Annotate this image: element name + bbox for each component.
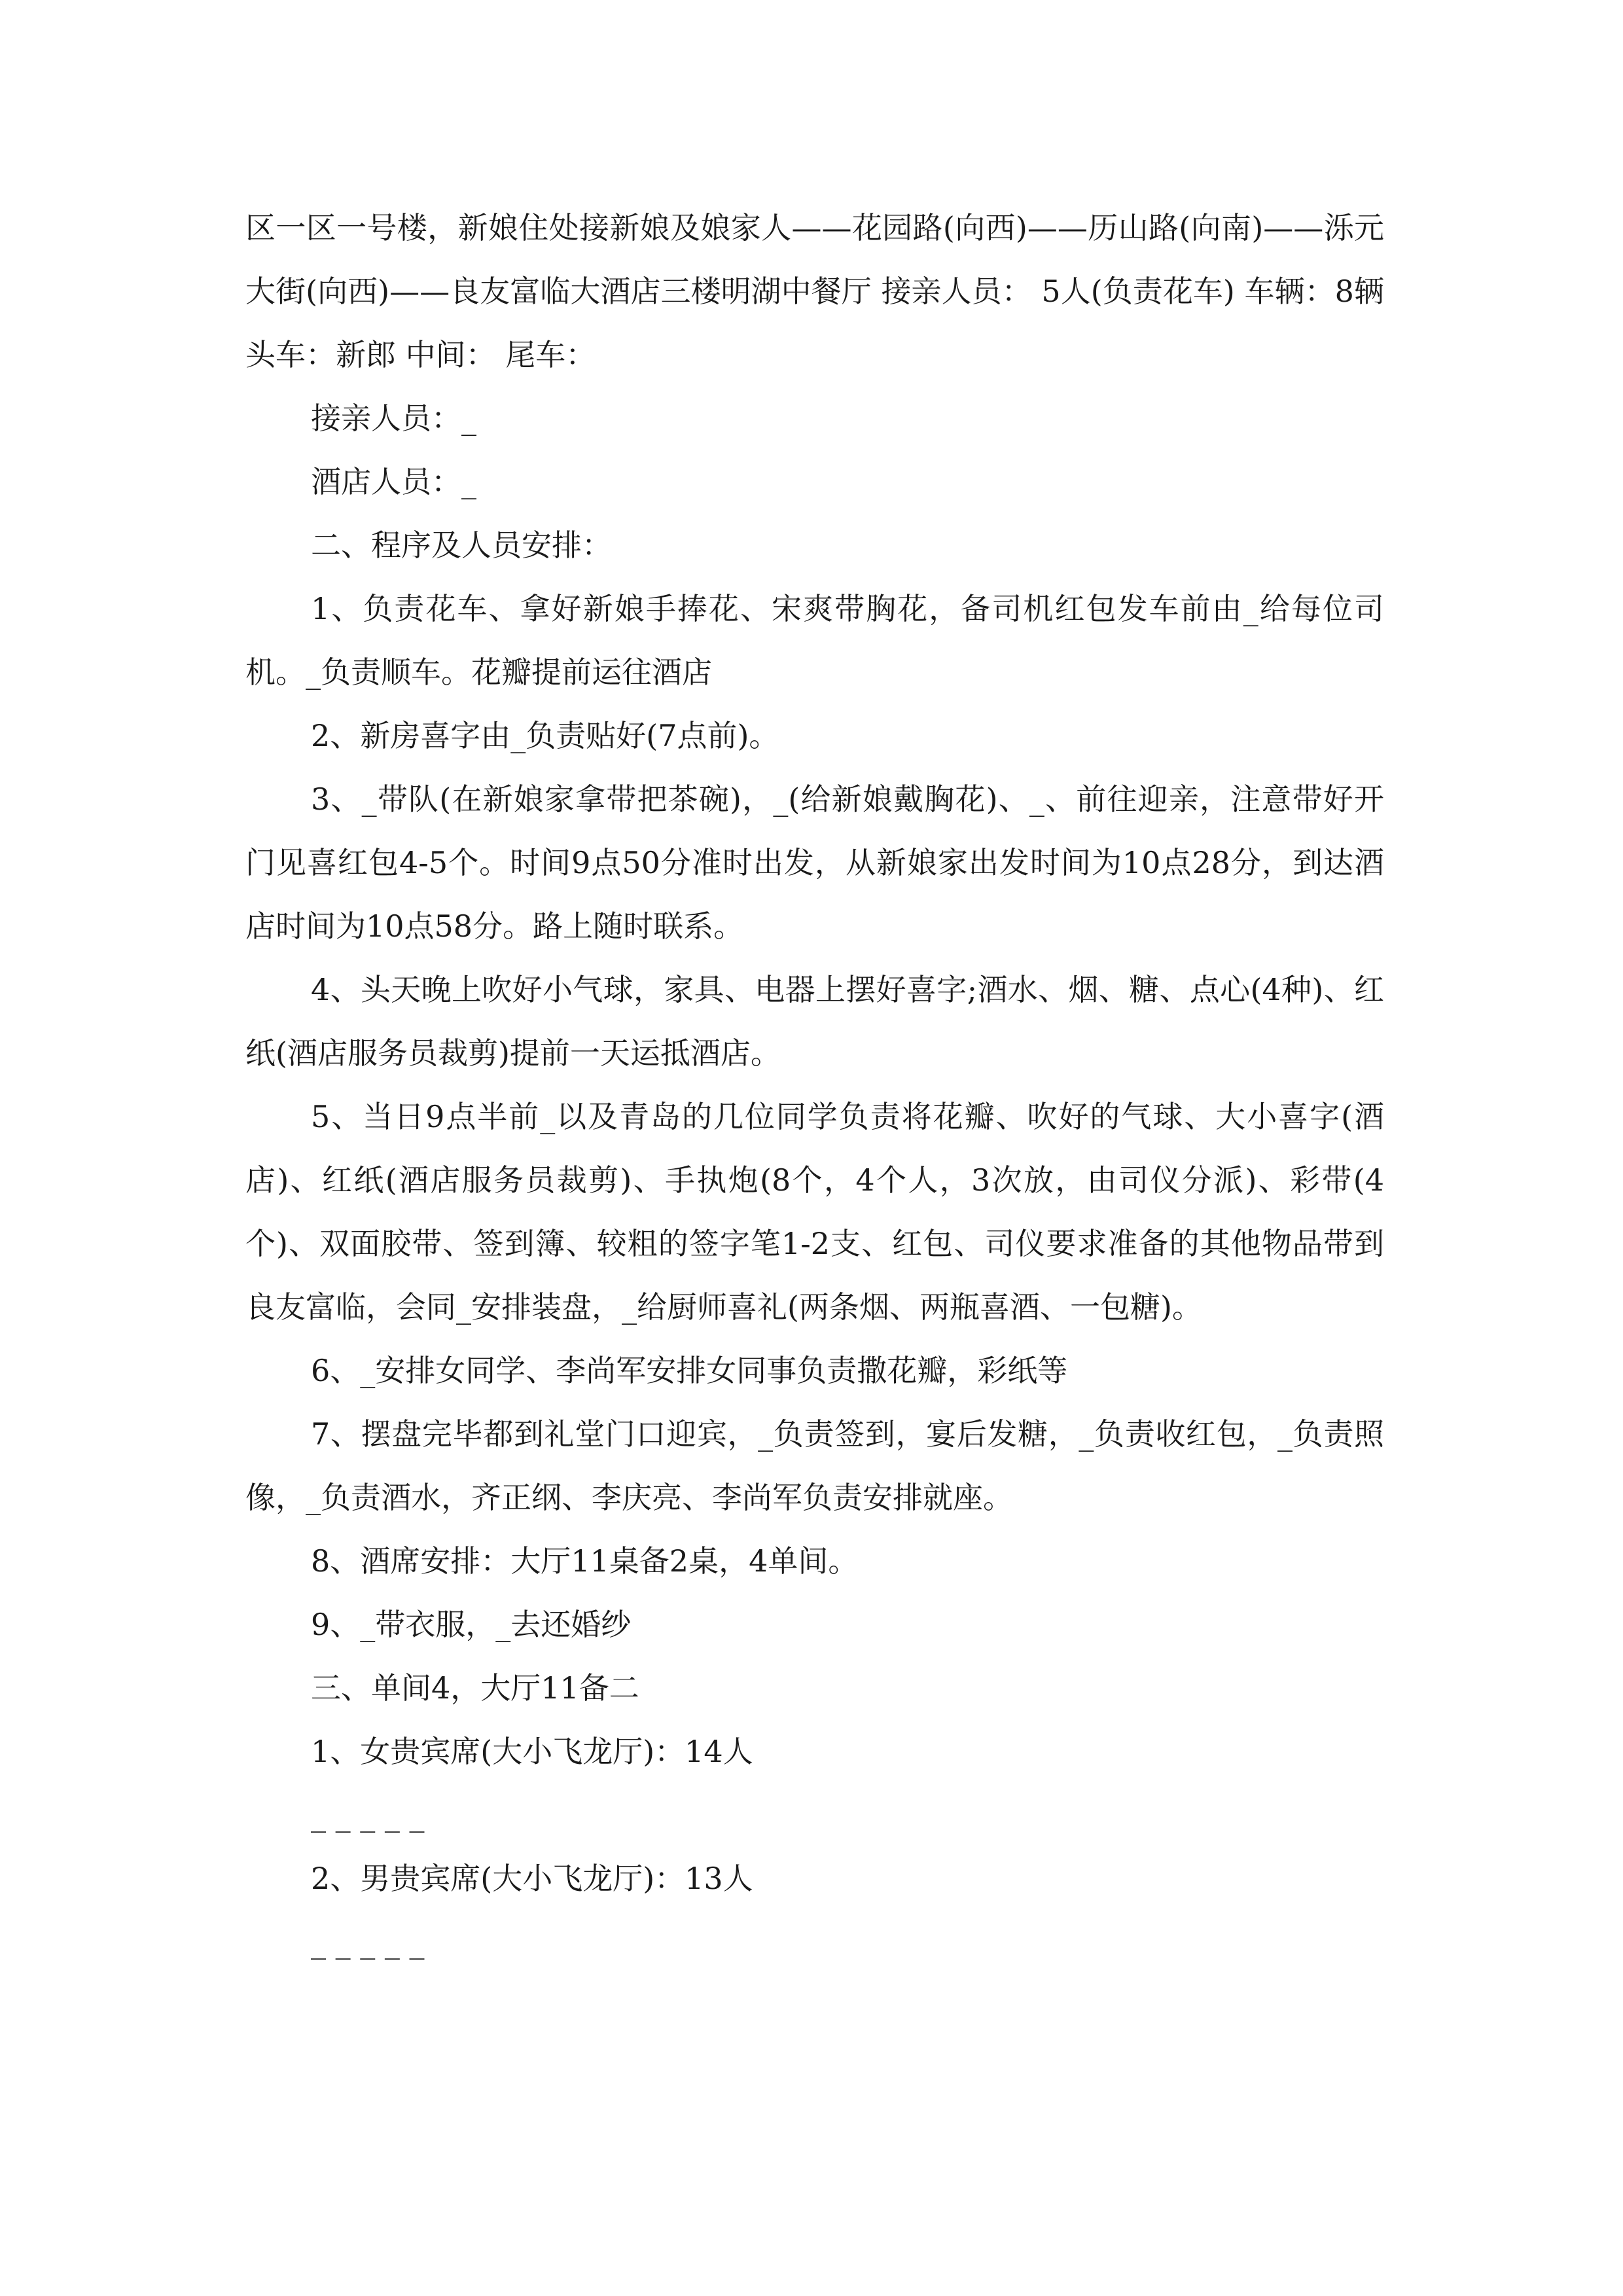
list-item: 5、当日9点半前_以及青岛的几位同学负责将花瓣、吹好的气球、大小喜字(酒店)、红纸(酒店服务员裁剪)、手执炮(8个，4个人，3次放，由司仪分派)、彩带(4个)、双面胶带、签到簿、较粗的签字笔1-2支、红包、司仪要求准备的其他物品带到良友富临，会同_安排装盘，_给厨师喜礼(两条烟、两瓶喜酒、一包糖)。	[245, 1099, 1384, 1325]
list-item: 1、负责花车、拿好新娘手捧花、宋爽带胸花，备司机红包发车前由_给每位司机。_负责顺车。花瓣提前运往酒店	[245, 591, 1384, 690]
section-heading-seating: 三、单间4，大厅11备二	[311, 1670, 639, 1706]
paragraph-hotel-staff: 酒店人员：_	[311, 464, 476, 499]
list-item: 8、酒席安排：大厅11桌备2桌，4单间。	[311, 1543, 859, 1579]
paragraph-pickup-staff: 接亲人员：_	[311, 401, 476, 436]
blank-placeholder: _ _ _ _ _	[311, 1797, 425, 1833]
list-item: 3、_带队(在新娘家拿带把茶碗)，_(给新娘戴胸花)、_、前往迎亲，注意带好开门见喜红包4-5个。时间9点50分准时出发，从新娘家出发时间为10点28分，到达酒店时间为10点58分。路上随时联系。	[245, 781, 1384, 944]
list-item: 2、新房喜字由_负责贴好(7点前)。	[311, 718, 779, 753]
paragraph-route: 区一区一号楼，新娘住处接新娘及娘家人——花园路(向西)——历山路(向南)——泺元大街(向西)——良友富临大酒店三楼明湖中餐厅 接亲人员： 5人(负责花车) 车辆：8辆 头车：新郎 中间： 尾车：	[245, 210, 1384, 372]
list-item: 4、头天晚上吹好小气球，家具、电器上摆好喜字;酒水、烟、糖、点心(4种)、红纸(酒店服务员裁剪)提前一天运抵酒店。	[245, 972, 1384, 1071]
list-item: 7、摆盘完毕都到礼堂门口迎宾，_负责签到，宴后发糖，_负责收红包，_负责照像，_负责酒水，齐正纲、李庆亮、李尚军负责安排就座。	[245, 1416, 1384, 1515]
list-item: 2、男贵宾席(大小飞龙厅)：13人	[311, 1861, 753, 1896]
blank-placeholder: _ _ _ _ _	[311, 1924, 425, 1960]
list-item: 6、_安排女同学、李尚军安排女同事负责撒花瓣，彩纸等	[311, 1353, 1068, 1388]
list-item: 1、女贵宾席(大小飞龙厅)：14人	[311, 1734, 753, 1769]
section-heading-procedure: 二、程序及人员安排：	[311, 528, 612, 563]
list-item: 9、_带衣服，_去还婚纱	[311, 1607, 632, 1642]
document-body	[245, 196, 1384, 1974]
